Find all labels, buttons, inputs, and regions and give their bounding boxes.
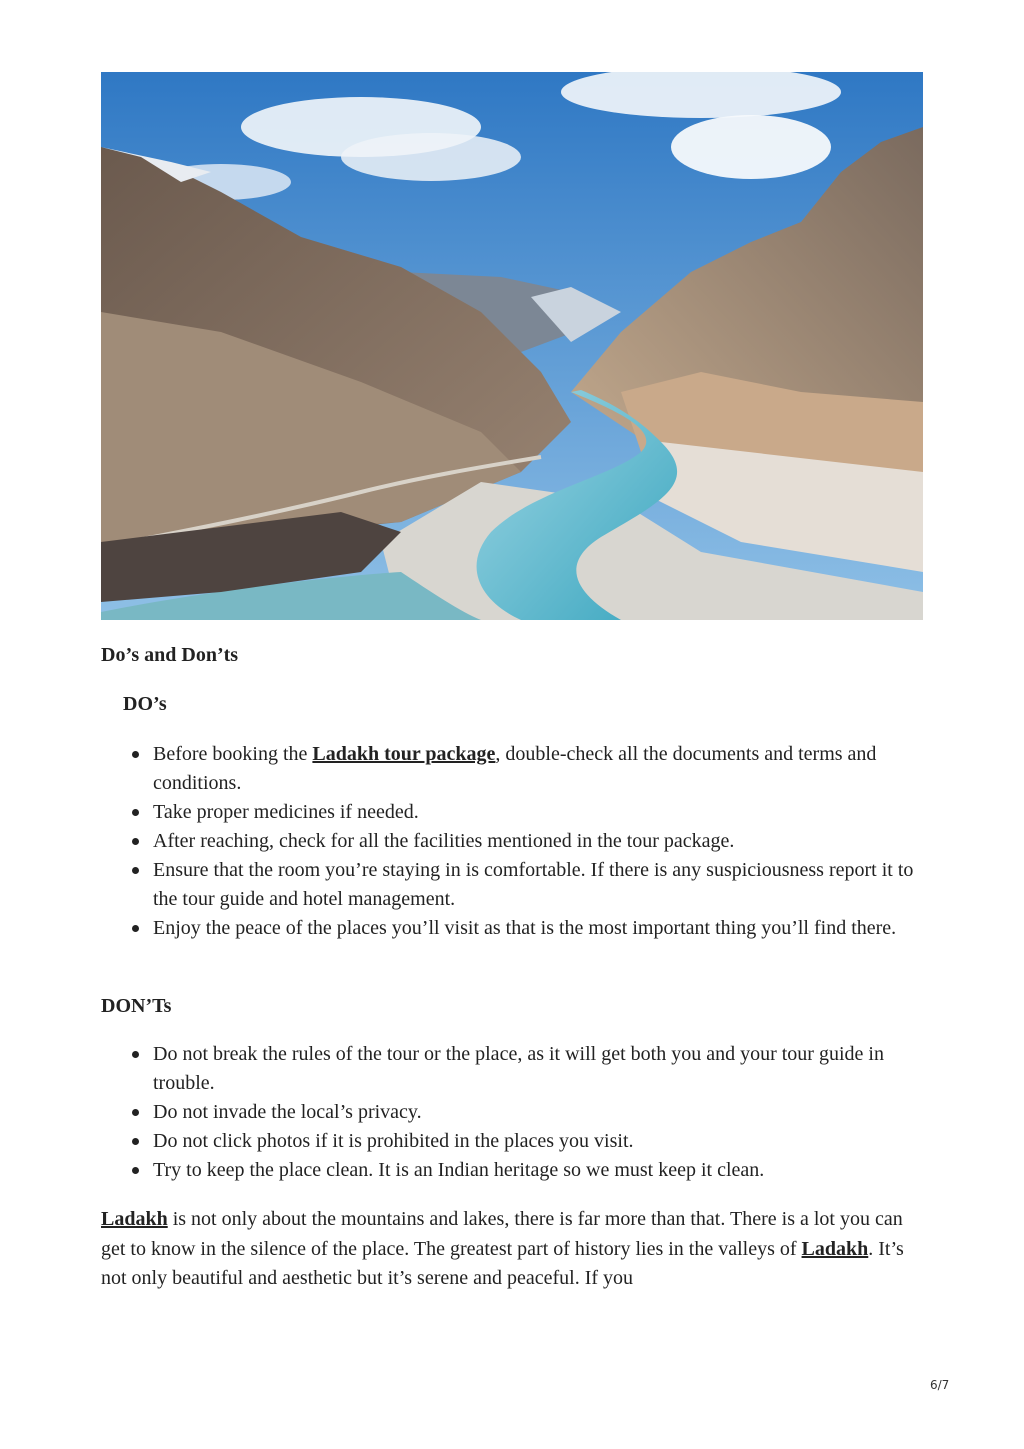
dos-heading-block — [123, 690, 945, 718]
list-item-text: , double-check all the documents and terms and conditions. — [153, 743, 877, 794]
list-item — [101, 1127, 923, 1156]
list-item — [101, 827, 923, 856]
main-heading-block — [101, 641, 923, 669]
list-item — [101, 914, 923, 943]
list-item-text: Take proper medicines if needed. — [153, 801, 419, 823]
ladakh-link[interactable]: Ladakh — [101, 1208, 168, 1230]
dos-list — [101, 740, 923, 943]
paragraph-text: . It’s not only beautiful and aesthetic but it’s serene and peaceful. If you — [101, 1237, 904, 1289]
ladakh-paragraph — [101, 1205, 923, 1294]
paragraph-text: is not only about the mountains and lakes, there is far more than that. There is a lot you can get to know in the silence of the place. The greatest part of history lies in the valleys of — [101, 1208, 903, 1260]
list-item-text: Enjoy the peace of the places you’ll visit as that is the most important thing you’ll find there. — [153, 917, 897, 939]
list-item-text: Try to keep the place clean. It is an Indian heritage so we must keep it clean. — [153, 1159, 765, 1181]
list-item-text: Before booking the — [153, 743, 313, 765]
donts-heading-block — [101, 992, 923, 1020]
list-item — [101, 1098, 923, 1127]
list-item-text: Do not invade the local’s privacy. — [153, 1101, 422, 1123]
list-item — [101, 1156, 923, 1185]
landscape-photo — [101, 72, 923, 620]
ladakh-landscape-image — [101, 72, 923, 620]
list-item — [101, 856, 923, 914]
list-item-text: After reaching, check for all the facilities mentioned in the tour package. — [153, 830, 735, 852]
donts-list — [101, 1040, 923, 1185]
ladakh-tour-package-link[interactable]: Ladakh tour package — [312, 743, 496, 765]
list-item-text: Ensure that the room you’re staying in is comfortable. If there is any suspiciousness report it to the tour guide and hotel management. — [153, 859, 914, 910]
list-item — [101, 798, 923, 827]
list-item — [101, 1040, 923, 1098]
dos-heading: DO’s — [123, 693, 167, 715]
ladakh-paragraph-block — [101, 1205, 923, 1294]
list-item-text: Do not break the rules of the tour or the place, as it will get both you and your tour guide in trouble. — [153, 1043, 884, 1094]
list-item-text: Do not click photos if it is prohibited in the places you visit. — [153, 1130, 634, 1152]
donts-heading: DON’Ts — [101, 995, 172, 1017]
ladakh-link-2[interactable]: Ladakh — [801, 1237, 869, 1260]
main-heading: Do’s and Don’ts — [101, 644, 239, 666]
page-number: 6/7 — [930, 1378, 950, 1392]
list-item — [101, 740, 923, 798]
